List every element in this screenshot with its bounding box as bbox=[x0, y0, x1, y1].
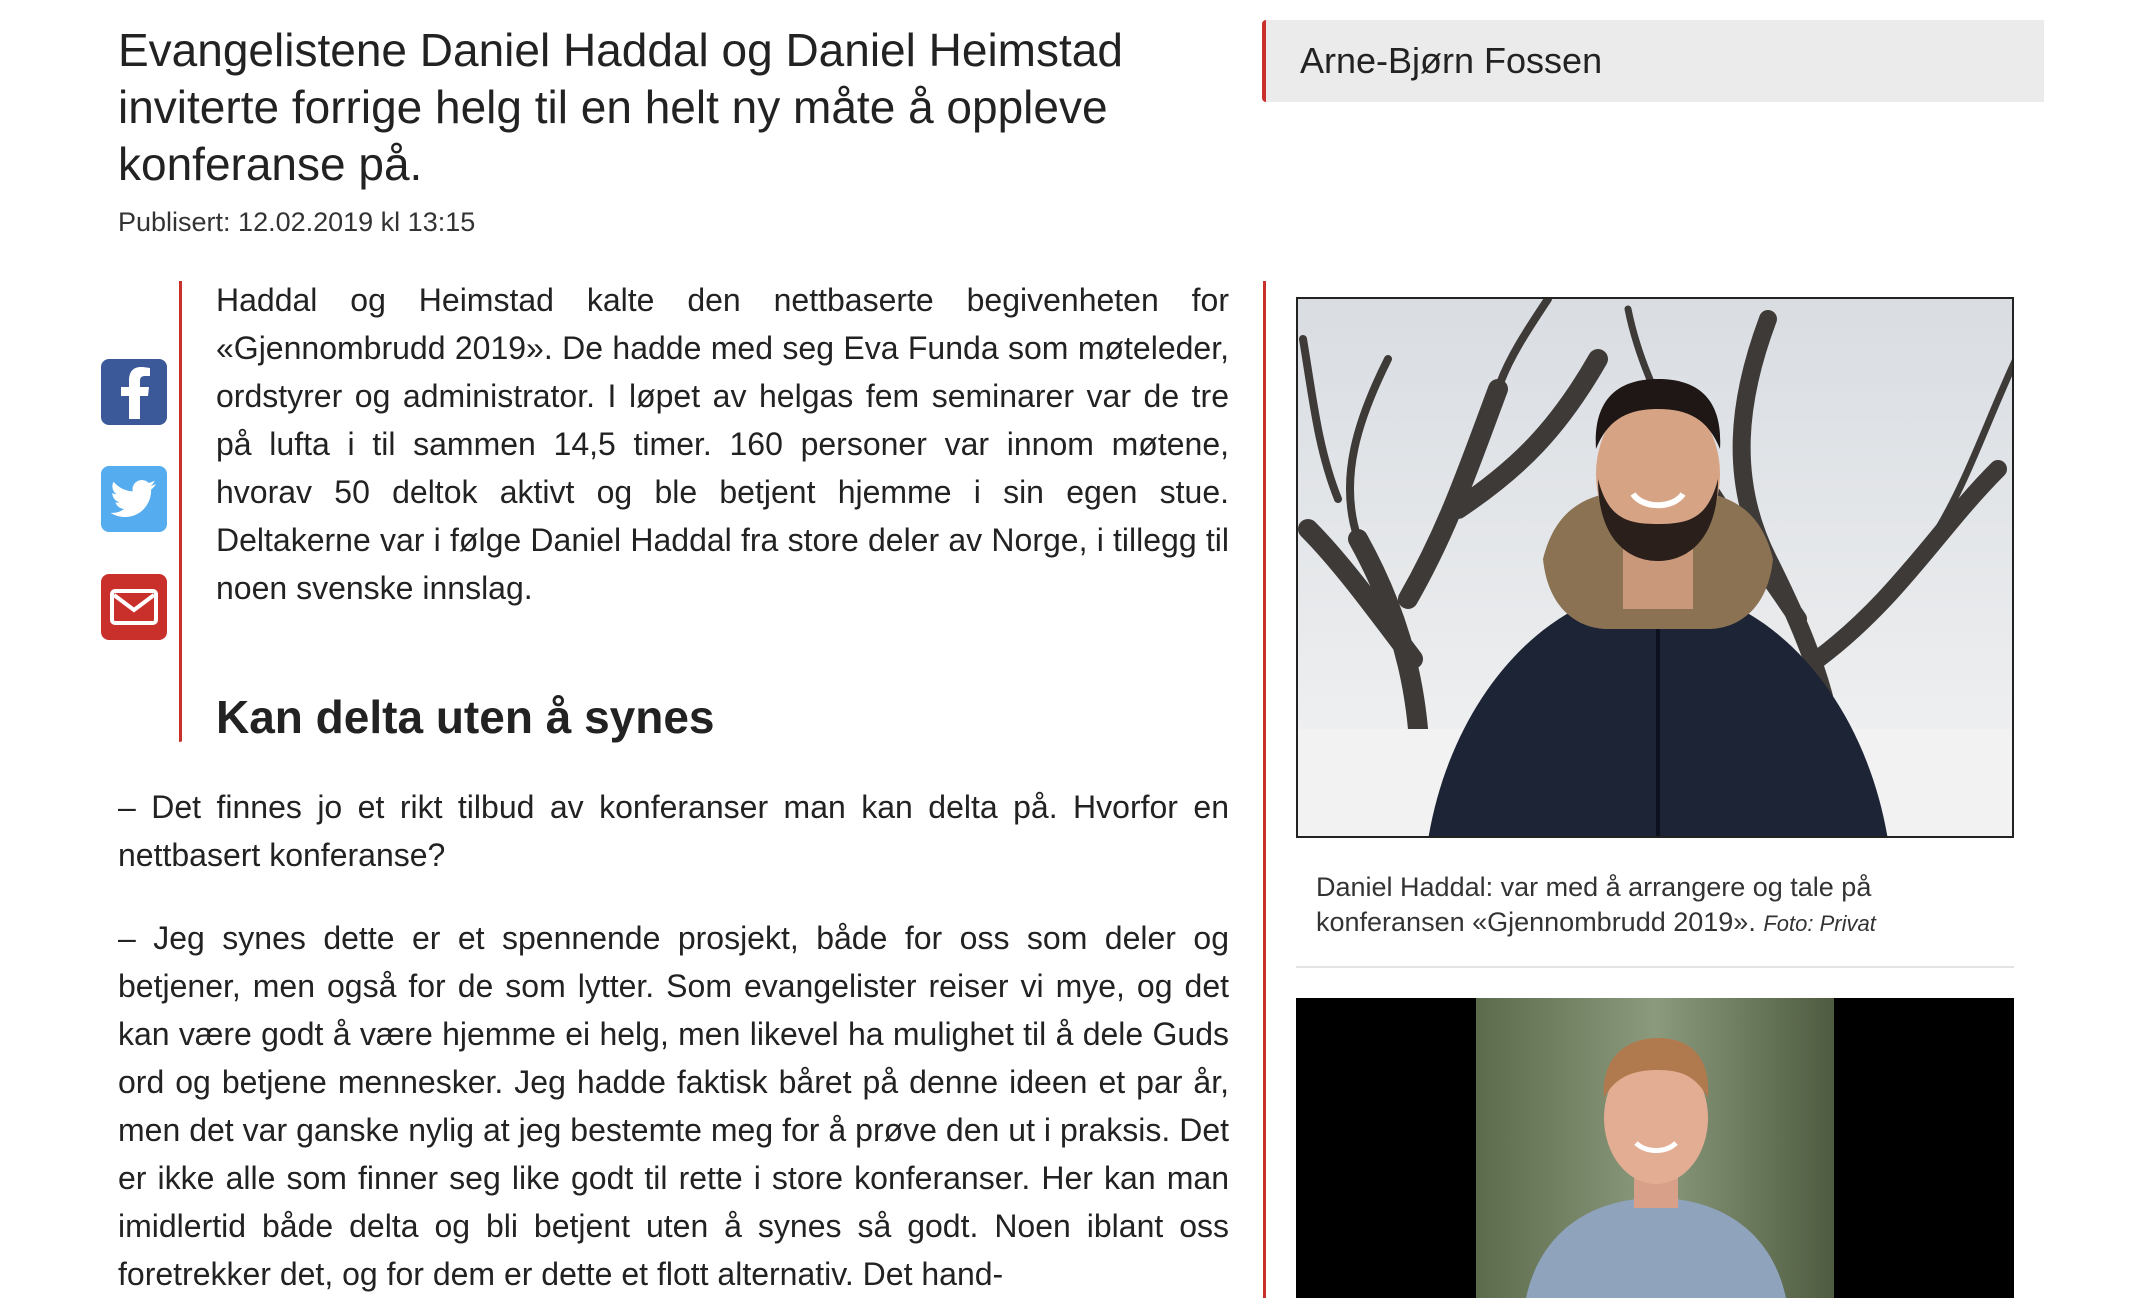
article-lead: Evangelistene Daniel Haddal og Daniel Heimstad inviterte forrige helg til en helt ny måte å oppleve konferanse på. bbox=[118, 24, 1123, 190]
article-photo-haddal[interactable] bbox=[1296, 297, 2014, 838]
twitter-share-button[interactable] bbox=[101, 466, 167, 532]
article-photo-heimstad[interactable] bbox=[1296, 998, 2014, 1298]
body-paragraph: – Det finnes jo et rikt tilbud av konferanser man kan delta på. Hvorfor en nettbasert konferanse? bbox=[118, 789, 1229, 873]
caption-text: Daniel Haddal: var med å arrangere og tale på konferansen «Gjennombrudd 2019». bbox=[1316, 872, 1872, 937]
published-date: Publisert: 12.02.2019 kl 13:15 bbox=[118, 207, 476, 237]
photo-heimstad-illustration bbox=[1296, 998, 2014, 1298]
twitter-icon bbox=[111, 479, 157, 519]
caption-divider bbox=[1296, 966, 2014, 968]
photo-caption bbox=[1316, 870, 1996, 941]
email-icon bbox=[110, 589, 158, 625]
facebook-icon bbox=[114, 365, 154, 419]
article-subheading: Kan delta uten å synes bbox=[216, 691, 715, 743]
column-divider bbox=[1263, 281, 1266, 1298]
photo-credit: Foto: Privat bbox=[1763, 911, 1876, 936]
author-box bbox=[1262, 20, 2044, 102]
article-intro: Haddal og Heimstad kalte den nettbaserte begivenheten for «Gjennombrudd 2019». De hadde med seg Eva Funda som møteleder, ordstyrer og administrator. I løpet av helgas fem seminarer var de tre på lufta i til sammen 14,5 timer. 160 personer var innom møtene, hvorav 50 deltok aktivt og ble betjent hjemme i sin egen stue. Deltakerne var i følge Daniel Haddal fra store deler av Norge, i tillegg til noen svenske innslag. bbox=[216, 282, 1229, 606]
intro-accent-rule bbox=[179, 281, 185, 742]
author-name: Arne-Bjørn Fossen bbox=[1300, 40, 1603, 81]
body-paragraph: – Jeg synes dette er et spennende prosjekt, både for oss som deler og betjener, men også for de som lytter. Som evangelister reiser vi mye, og det kan være godt å være hjemme ei helg, men likevel ha mulighet til å dele Guds ord og betjene mennesker. Jeg hadde faktisk båret på denne ideen et par år, men det var ganske nylig at jeg bestemte meg for å prøve den ut i praksis. Det er ikke alle som finner seg like godt til rette i store konferanser. Her kan man imidlertid både delta og bli betjent uten å synes så godt. Noen iblant oss foretrekker det, og for dem er dette et flott alternativ. Det hand- bbox=[118, 920, 1229, 1292]
facebook-share-button[interactable] bbox=[101, 359, 167, 425]
email-share-button[interactable] bbox=[101, 574, 167, 640]
photo-haddal-illustration bbox=[1298, 299, 2014, 838]
